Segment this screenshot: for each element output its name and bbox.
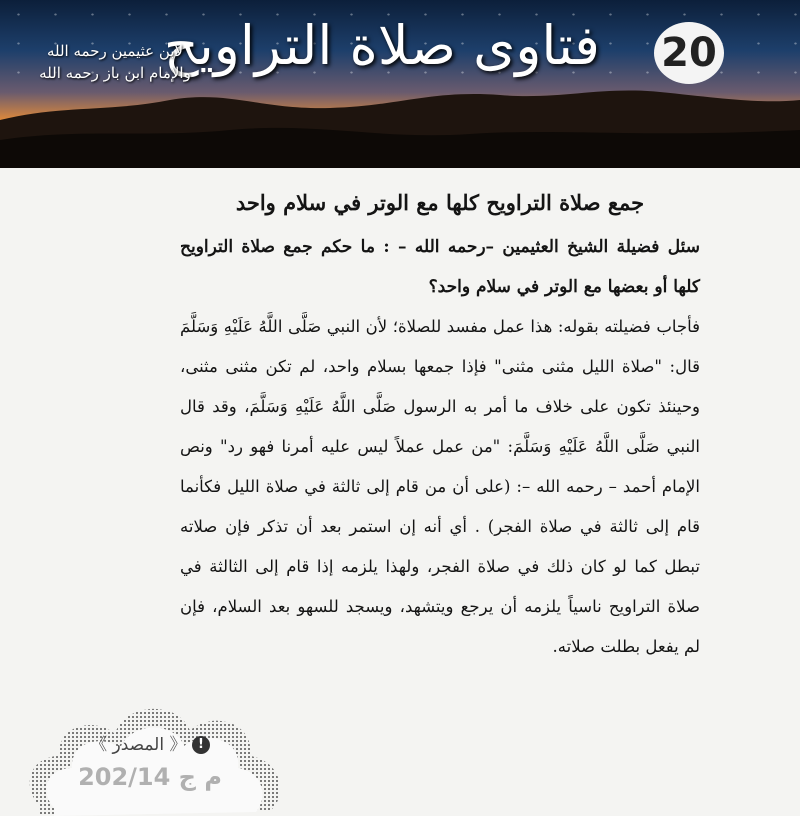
banner-authors [30, 40, 200, 84]
fatwa-body [180, 190, 700, 667]
fatwa-answer: فأجاب فضيلته بقوله: هذا عمل مفسد للصلاة؛ لأن النبي صَلَّى اللَّهُ عَلَيْهِ وَسَلَّمَ قال: "صلاة الليل مثنى مثنى" فإذا جمعها بسلام واحد، لم تكن مثنى مثنى، وحينئذ تكون على خلاف ما أمر به الرسول صَلَّى اللَّهُ عَلَيْهِ وَسَلَّمَ، وقد قال النبي صَلَّى اللَّهُ عَلَيْهِ وَسَلَّمَ: "من عمل عملاً ليس عليه أمرنا فهو رد" ونص الإمام أحمد – رحمه الله –: (على أن من قام إلى ثالثة في صلاة الليل فكأنما قام إلى ثالثة في صلاة الفجر) . أي أنه إن استمر بعد أن تذكر فإن صلاته تبطل كما لو كان ذلك في صلاة الفجر، ولهذا يلزمه إذا قام إلى الثالثة في صلاة التراويح ناسياً يلزمه أن يرجع ويتشهد، ويسجد للسهو بعد السلام، فإن لم يفعل بطلت صلاته. [180, 317, 700, 656]
author-line: لابن عثيمين رحمه الله [46, 42, 184, 60]
header-banner [0, 0, 800, 168]
source-box [50, 730, 250, 791]
fatwa-heading: جمع صلاة التراويح كلها مع الوتر في سلام واحد [235, 190, 645, 215]
source-reference: م ج 202/14 [78, 763, 222, 791]
source-label-row [50, 730, 250, 755]
info-icon: ! [192, 736, 210, 754]
source-label: 《 المصدر 》 [90, 735, 187, 755]
author-line: والإمام ابن باز رحمه الله [39, 64, 191, 82]
fatwa-question: سئل فضيلة الشيخ العثيمين –رحمه الله – : ما حكم جمع صلاة التراويح كلها أو بعضها مع الوتر في سلام واحد؟ [180, 237, 700, 297]
banner-title: فتاوى صلاة التراويح [163, 14, 600, 77]
fatwa-number: 20 [654, 22, 724, 84]
